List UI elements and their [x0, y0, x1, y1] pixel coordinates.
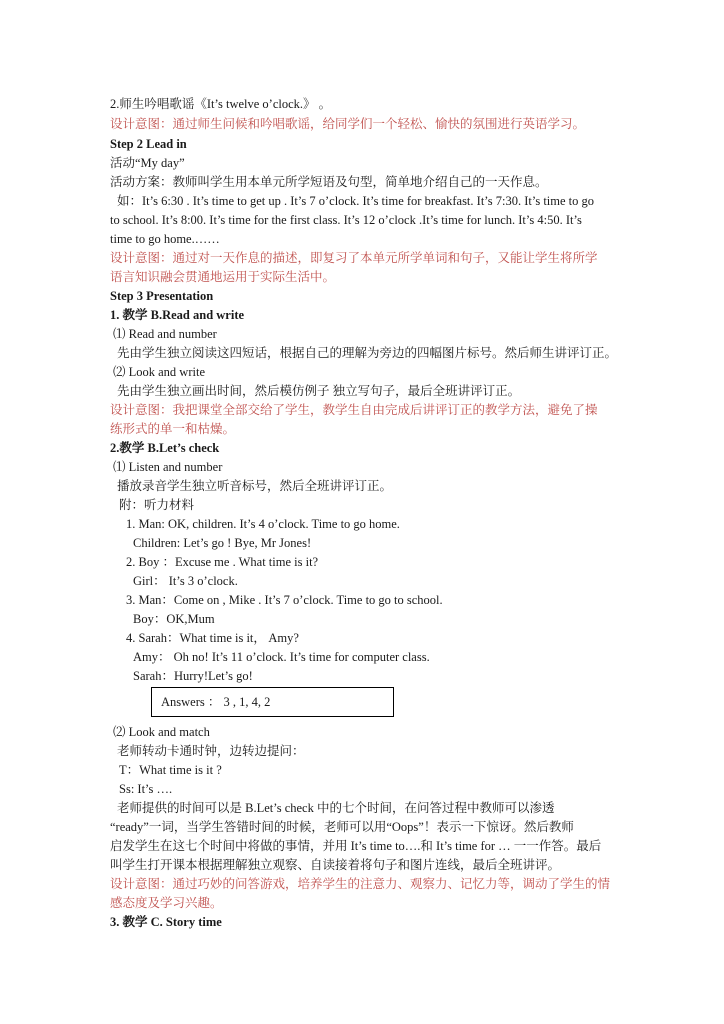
text-line: Children: Let’s go ! Bye, Mr Jones!: [133, 536, 312, 550]
text-line: 语言知识融会贯通地运用于实际生活中。: [110, 270, 336, 284]
text-line: 设计意图：我把课堂全部交给了学生，教学生自由完成后讲评订正的教学方法，避免了操: [110, 403, 598, 417]
text-line: 先由学生独立阅读这四短话，根据自己的理解为旁边的四幅图片标号。然后师生讲评订正。: [117, 346, 618, 360]
text-line: 2. Boy ：Excuse me . What time is it?: [126, 555, 319, 569]
text-line: 1. Man: OK, children. It’s 4 o’clock. Time to go home.: [126, 517, 400, 531]
text-line: Ss: It’s ….: [119, 782, 173, 796]
text-line: 1. 教学 B.Read and write: [110, 308, 245, 322]
text-line: ⑴ Read and number: [113, 327, 217, 341]
text-line: Boy：OK,Mum: [133, 612, 215, 626]
text-line: 先由学生独立画出时间，然后模仿例子 独立写句子，最后全班讲评订正。: [117, 384, 521, 398]
text-line: “ready”一词，当学生答错时间的时候，老师可以用“Oops”！表示一下惊讶。然后教师: [110, 820, 574, 834]
text-line: 启发学生在这七个时间中将做的事情，并用 It’s time to….和 It’s time for … 一一作答。最后: [110, 839, 602, 853]
text-line: Girl： It’s 3 o’clock.: [133, 574, 238, 588]
text-line: 感态度及学习兴趣。: [110, 896, 223, 910]
text-line: Answers ： 3 , 1, 4, 2: [161, 695, 271, 709]
text-line: T：What time is it ?: [119, 763, 222, 777]
text-line: 2.师生吟唱歌谣《It’s twelve o’clock.》 。: [110, 97, 332, 111]
text-line: 设计意图：通过对一天作息的描述，即复习了本单元所学单词和句子，又能让学生将所学: [110, 251, 598, 265]
text-line: time to go home.……: [110, 232, 220, 246]
text-line: Step 3 Presentation: [110, 289, 214, 303]
text-line: Step 2 Lead in: [110, 137, 187, 151]
text-line: 叫学生打开课本根据理解独立观察、自读接着将句子和图片连线，最后全班讲评。: [110, 858, 561, 872]
text-line: ⑵ Look and write: [113, 365, 205, 379]
text-line: Sarah：Hurry!Let’s go!: [133, 669, 253, 683]
text-line: to school. It’s 8:00. It’s time for the first class. It’s 12 o’clock .It’s time for lunch. It’s 4:50. It’s: [110, 213, 582, 227]
text-line: 设计意图：通过师生问候和吟唱歌谣，给同学们一个轻松、愉快的氛围进行英语学习。: [110, 117, 586, 131]
text-line: 设计意图：通过巧妙的问答游戏，培养学生的注意力、观察力、记忆力等，调动了学生的情: [110, 877, 611, 891]
text-line: 练形式的单一和枯燥。: [110, 422, 236, 436]
text-line: 附：听力材料: [119, 498, 195, 512]
text-line: ⑵ Look and match: [113, 725, 210, 739]
text-line: 活动“My day”: [110, 156, 185, 170]
text-line: Amy： Oh no! It’s 11 o’clock. It’s time for computer class.: [133, 650, 430, 664]
text-line: 2.教学 B.Let’s check: [110, 441, 220, 455]
text-line: 活动方案：教师叫学生用本单元所学短语及句型，简单地介绍自己的一天作息。: [110, 175, 548, 189]
text-line: 老师转动卡通时钟，边转边提问：: [117, 744, 305, 758]
text-line: 3. 教学 C. Story time: [110, 915, 222, 929]
text-line: 4. Sarah：What time is it， Amy?: [126, 631, 299, 645]
text-line: 老师提供的时间可以是 B.Let’s check 中的七个时间，在问答过程中教师可以渗透: [117, 801, 555, 815]
text-line: 3. Man：Come on , Mike . It’s 7 o’clock. Time to go to school.: [126, 593, 443, 607]
text-line: 播放录音学生独立听音标号，然后全班讲评订正。: [117, 479, 393, 493]
text-line: ⑴ Listen and number: [113, 460, 223, 474]
text-line: 如：It’s 6:30 . It’s time to get up . It’s 7 o’clock. It’s time for breakfast. It’s 7:30. It’s time to go: [117, 194, 595, 208]
